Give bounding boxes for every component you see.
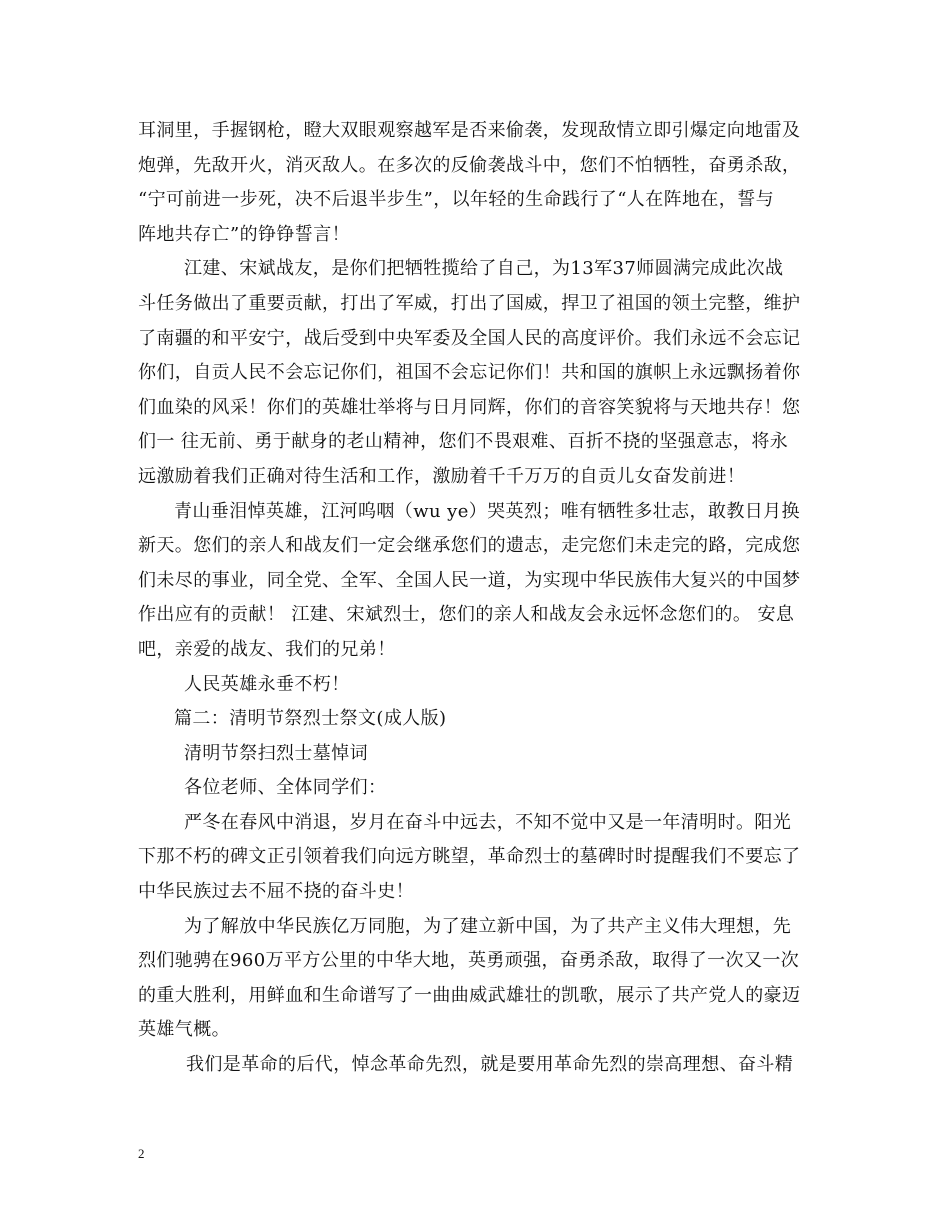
text-line: 阵地共存亡”的铮铮誓言！ — [138, 223, 351, 245]
text-line: 们未尽的事业，同全党、全军、全国人民一道，为实现中华民族伟大复兴的中国梦 — [138, 569, 801, 591]
text-line: 了南疆的和平安宁，战后受到中央军委及全国人民的高度评价。我们永远不会忘记 — [138, 327, 801, 349]
body-text — [138, 114, 828, 1083]
text-line: 严冬在春风中消退，岁月在奋斗中远去，不知不觉中又是一年清明时。阳光 — [184, 811, 792, 833]
text-line: 炮弹，先敌开火，消灭敌人。在多次的反偷袭战斗中，您们不怕牺牲，奋勇杀敌， — [138, 154, 801, 176]
text-line: 英雄气概。 — [138, 1019, 230, 1041]
text-line: 们一 往无前、勇于献身的老山精神，您们不畏艰难、百折不挠的坚强意志，将永 — [138, 431, 789, 453]
text-line: 作出应有的贡献！ 江建、宋斌烈士，您们的亲人和战友会永远怀念您们的。 安息 — [138, 604, 795, 626]
text-line: 中华民族过去不屈不挠的奋斗史！ — [138, 881, 414, 903]
text-line: 远激励着我们正确对待生活和工作，激励着千千万万的自贡儿女奋发前进！ — [138, 465, 746, 487]
text-line: 斗任务做出了重要贡献，打出了军威，打出了国威，捍卫了祖国的领土完整，维护 — [138, 292, 801, 314]
text-line: 青山垂泪悼英雄，江河呜咽（wu ye）哭英烈；唯有牺牲多壮志，敢教日月换 — [174, 500, 800, 522]
text-line: 各位老师、全体同学们： — [184, 777, 387, 799]
text-line: 新天。您们的亲人和战友们一定会继承您们的遗志，走完您们未走完的路，完成您 — [138, 535, 801, 557]
page-number: 2 — [138, 1146, 145, 1161]
text-line: 你们，自贡人民不会忘记你们，祖国不会忘记你们！共和国的旗帜上永远飘扬着你 — [138, 362, 801, 384]
text-line: 为了解放中华民族亿万同胞，为了建立新中国，为了共产主义伟大理想，先 — [184, 915, 792, 937]
text-line: 我们是革命的后代，悼念革命先烈，就是要用革命先烈的崇高理想、奋斗精 — [186, 1054, 794, 1076]
text-line: 江建、宋斌战友，是你们把牺牲揽给了自己，为13军37师圆满完成此次战 — [184, 258, 784, 280]
text-line: 耳洞里，手握钢枪，瞪大双眼观察越军是否来偷袭，发现敌情立即引爆定向地雷及 — [138, 120, 801, 141]
text-line: 人民英雄永垂不朽！ — [184, 673, 350, 695]
text-line: “宁可前进一步死，决不后退半步生”，以年轻的生命践行了“人在阵地在，誓与 — [138, 189, 775, 211]
text-line: 们血染的风采！你们的英雄壮举将与日月同辉，你们的音容笑貌将与天地共存！您 — [138, 396, 801, 418]
text-line: 下那不朽的碑文正引领着我们向远方眺望，革命烈士的墓碑时时提醒我们不要忘了 — [138, 846, 801, 868]
text-line: 的重大胜利，用鲜血和生命谱写了一曲曲威武雄壮的凯歌，展示了共产党人的豪迈 — [138, 984, 801, 1006]
text-line: 篇二：清明节祭烈士祭文(成人版) — [174, 708, 447, 730]
text-line: 烈们驰骋在960万平方公里的中华大地，英勇顽强，奋勇杀敌，取得了一次又一次 — [138, 950, 800, 972]
text-line: 吧，亲爱的战友、我们的兄弟！ — [138, 638, 396, 660]
text-line: 清明节祭扫烈士墓悼词 — [184, 742, 368, 764]
